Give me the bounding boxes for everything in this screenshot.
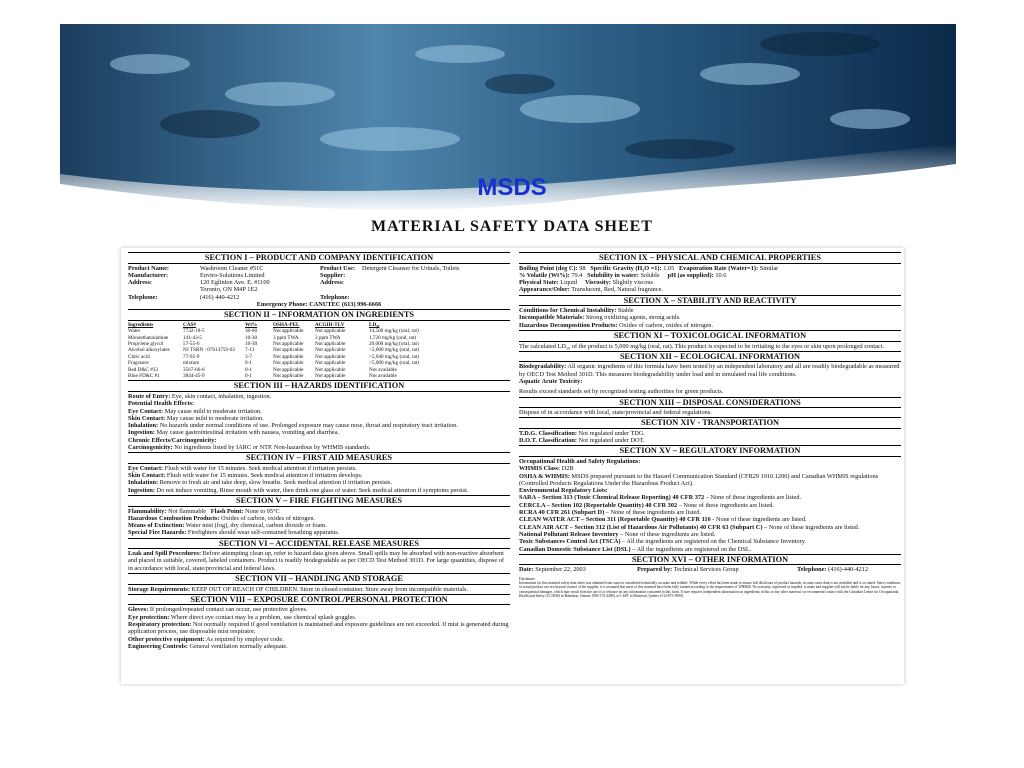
combustion-products: Hazardous Combustion Products: Oxides of carbon, oxides of nitrogen.: [128, 514, 316, 522]
section-2-heading: SECTION II – INFORMATION ON INGREDIENTS: [128, 309, 510, 321]
aquatic-toxicity: Aquatic Acute Toxicity:: [519, 377, 583, 385]
gloves: Gloves: If prolonged/repeated contact can occur, use protective gloves.: [128, 606, 308, 614]
label: Telephone:: [128, 293, 158, 301]
table-cell: Blue FD&C #1: [128, 373, 160, 380]
product-use-value: Detergent Cleanser for Urinals, Toilets: [362, 264, 460, 272]
inhalation: Inhalation: No hazards under normal conditions of use. Prolonged exposure may cause nose, throat and respiratory tract irritation.: [128, 422, 458, 430]
table-cell: 3567-66-6: [183, 366, 205, 373]
table-cell: Not applicable: [315, 373, 346, 380]
table-cell: 3 ppm TWA: [273, 334, 299, 341]
table-cell: mixture: [183, 360, 200, 367]
table-cell: Fragrance: [128, 360, 149, 367]
table-cell: >2,000 mg/kg (oral, rat): [369, 347, 420, 354]
address2-value: Toronto, ON M4P 1E2: [200, 286, 258, 294]
table-cell: Not available: [369, 366, 397, 373]
occupational-regs: Occupational Health and Safety Regulations:: [519, 457, 641, 465]
label: Supplier:: [320, 271, 346, 279]
section-14-heading: SECTION XIV - TRANSPORTATION: [519, 417, 901, 429]
address2-row: [128, 286, 510, 293]
table-cell: 10-30: [245, 334, 258, 341]
table-cell: 1,720 mg/kg (oral, rat): [369, 334, 417, 341]
label: Address:: [320, 279, 345, 287]
table-cell: 3 ppm TWA: [315, 334, 341, 341]
section-11-heading: SECTION XI – TOXICOLOGICAL INFORMATION: [519, 330, 901, 342]
table-cell: 3844-45-9: [183, 373, 205, 380]
properties-row-2: % Volatile (Wt%): 79.4 Solubility in water: Soluble pH (as supplied): 10.6: [519, 271, 727, 279]
table-cell: 10-30: [245, 341, 258, 347]
table-cell: 0-1: [245, 373, 252, 380]
table-cell: Alcohol alkoxylates: [128, 347, 170, 354]
address-value: 120 Eglinton Ave. E. #1100: [200, 279, 270, 287]
storage-requirements: Storage Requirements: KEEP OUT OF REACH OF CHILDREN. Store in closed container. Store away from incompatible materials.: [128, 585, 469, 593]
table-cell: 3-7: [245, 353, 252, 360]
table-cell: Not available: [369, 373, 397, 380]
toxicological-text: The calculated LD₅₀ of the product is 5,000 mg/kg (oral, rat). This product is expected to be irritating to the eyes or skin upon prolonged contact.: [519, 342, 885, 350]
label: Telephone:: [320, 293, 350, 301]
column-header: OSHA-PEL: [273, 321, 300, 328]
skin-contact: Skin Contact: May cause mild to moderate irritation.: [128, 414, 264, 422]
clean-water-act: CLEAN WATER ACT – Section 311 (Reportable Quantity) 40 CFR 116 - None of these ingredients are listed.: [519, 516, 807, 524]
column-header: Wt%: [245, 321, 258, 328]
disposal-text: Dispose of in accordance with local, state/provincial and federal regulations.: [519, 409, 712, 417]
table-cell: Water: [128, 328, 141, 335]
section-7-heading: SECTION VII – HANDLING AND STORAGE: [128, 573, 510, 585]
product-name-row: [128, 265, 510, 272]
section-8-heading: SECTION VIII – EXPOSURE CONTROL/PERSONAL PROTECTION: [128, 594, 510, 606]
column-header: LD₅₀: [369, 321, 380, 328]
table-cell: 7-13: [245, 347, 255, 354]
table-cell: Not applicable: [273, 366, 304, 373]
table-cell: Not applicable: [273, 328, 304, 335]
table-cell: >5,040 mg/kg (oral, rat): [369, 353, 420, 360]
table-cell: NJ TSRN : 07613759-02: [183, 347, 235, 354]
table-cell: Citric acid: [128, 353, 150, 360]
table-cell: >5,000 mg/kg (oral, rat): [369, 360, 420, 367]
first-aid-inhalation: Inhalation: Remove to fresh air and take deep, slow breaths. Seek medical attention if irritation persists.: [128, 479, 393, 487]
first-aid-eye: Eye Contact: Flush with water for 15 minutes. Seek medical attention if irritation persists.: [128, 464, 357, 472]
left-column: [128, 251, 510, 650]
table-cell: 20,000 mg/kg (oral, rat): [369, 341, 419, 347]
other-protective: Other protective equipment: As required by employer code.: [128, 635, 284, 643]
whmis-class: WHMIS Class: D2B: [519, 465, 574, 473]
tdg-classification: T.D.G. Classification: Not regulated under TDG.: [519, 429, 645, 437]
table-cell: 30-60: [245, 328, 258, 335]
special-fire-hazards: Special Fire Hazards: Firefighters should wear self-contained breathing apparatus.: [128, 529, 340, 537]
right-column: [519, 251, 901, 599]
carcinogenicity: Carcinogenicity: No ingredients listed by IARC or NTP. Non-hazardous by WHMIS standards.: [128, 444, 371, 452]
manufacturer-row: [128, 272, 510, 279]
route-of-entry: Route of Entry: Eye, skin contact, inhalation, ingestion.: [128, 392, 272, 400]
label: Product Use:: [320, 264, 356, 272]
eye-protection: Eye protection: Where direct eye contact may be a problem, use chemical splash goggles.: [128, 613, 357, 621]
table-cell: Monoethanolamine: [128, 334, 169, 341]
label: Address:: [128, 279, 153, 287]
incompatible-materials: Incompatible Materials: Strong oxidizing agents, strong acids.: [519, 314, 681, 322]
clean-air-act: CLEAN AIR ACT – Section 312 (List of Hazardous Air Pollutants) 40 CFR 63 (Subpart C) – None of these ingredients are listed.: [519, 523, 860, 531]
section-6-heading: SECTION VI – ACCIDENTAL RELEASE MEASURES: [128, 538, 510, 550]
table-cell: Not applicable: [315, 353, 346, 360]
label: Manufacturer:: [128, 271, 169, 279]
address-row: [128, 279, 510, 286]
telephone-value: (416) 440-4212: [200, 293, 240, 301]
section-1-heading: SECTION I – PRODUCT AND COMPANY IDENTIFICATION: [128, 252, 510, 264]
msds-sheet: [121, 248, 904, 684]
table-cell: Red D&C #33: [128, 366, 158, 373]
table-cell: Not applicable: [273, 373, 304, 380]
tsca: Toxic Substances Control Act (TSCA) – All the ingredients are registered on the Chemical Substance Inventory.: [519, 538, 807, 546]
table-cell: Not applicable: [315, 328, 346, 335]
appearance-odor: Appearance/Odor: Translucent, Red, Natural fragrance.: [519, 286, 663, 294]
column-header: Ingredients: [128, 321, 154, 328]
table-cell: 77-92-9: [183, 353, 200, 360]
table-cell: Not applicable: [273, 360, 304, 367]
flammability: Flammability: Not flammable Flash Point: None to 95°C: [128, 507, 280, 515]
table-cell: Not applicable: [315, 360, 346, 367]
osha-whmis: OSHA & WHMIS: MSDS prepared pursuant to the Hazard Communication Standard (CFR29 1910.1200) and Canadian WHMIS regulations (Controlled Products Regulations Under the Hazardous Product Act).: [519, 472, 879, 487]
telephone-row: [128, 294, 510, 301]
table-cell: Propylene glycol: [128, 341, 164, 347]
table-cell: 7732-18-5: [183, 328, 205, 335]
respiratory-protection: Respiratory protection: Not normally required if good ventilation is maintained and exposure guidelines are not exceeded. If mist is generated during application process, use disposable mist respirator.: [128, 620, 509, 636]
section-10-heading: SECTION X – STABILITY AND REACTIVITY: [519, 295, 901, 307]
cercla: CERCLA – Section 102 (Reportable Quantity) 40 CFR 302 – None of these ingredients are listed.: [519, 501, 775, 509]
npri: National Pollutant Release Inventory – None of these ingredients are listed.: [519, 530, 716, 538]
section-5-heading: SECTION V – FIRE FIGHTING MEASURES: [128, 495, 510, 507]
first-aid-skin: Skin Contact: Flush with water for 15 minutes. Seek medical attention if irritation develops.: [128, 472, 363, 480]
properties-row-3: Physical State: Liquid Viscosity: Slightly viscous: [519, 279, 653, 287]
table-cell: 141-43-5: [183, 334, 203, 341]
table-cell: Not applicable: [273, 353, 304, 360]
emergency-phone: Emergency Phone: CANUTEC (613) 996-6666: [256, 300, 382, 308]
environmental-lists: Environmental Regulatory Lists:: [519, 487, 608, 495]
table-cell: Not applicable: [315, 341, 346, 347]
ingredients-row: [128, 373, 510, 379]
ingredients-table: [128, 322, 510, 380]
section-4-heading: SECTION IV – FIRST AID MEASURES: [128, 452, 510, 464]
label: Product Name:: [128, 264, 169, 272]
table-cell: Not applicable: [315, 347, 346, 354]
leak-spill: Leak and Spill Procedures: Before attempting clean up, refer to hazard data given above. Small spills may be absorbed with non-reactive absorbent and placed in suitable, covered, labeled containers. Product is readily biodegradable as per OECD Test Method 301D. For large quantities, dispose of in accordance with local, state/provincial and federal laws.: [128, 550, 504, 572]
section-12-heading: SECTION XII – ECOLOGICAL INFORMATION: [519, 351, 901, 363]
potential-health-effects: Potential Health Effects:: [128, 400, 195, 408]
engineering-controls: Engineering Controls: General ventilation normally adequate.: [128, 642, 288, 650]
table-cell: Not applicable: [273, 347, 304, 354]
document-title: MATERIAL SAFETY DATA SHEET: [371, 218, 653, 235]
biodegradability: Biodegradability: All organic ingredients of this formula have been tested by an independent laboratory and all are readily biodegradable as measured by OECD Test Method 301D. This measures biodegradability under load and in simulated real life conditions.: [519, 363, 900, 378]
table-cell: 57-55-6: [183, 341, 200, 347]
sara: SARA – Section 313 (Toxic Chemical Release Reporting) 40 CFR 372 – None of these ingredients are listed.: [519, 494, 802, 502]
column-header: ACGIH-TLV: [315, 321, 345, 328]
section-9-heading: SECTION IX – PHYSICAL AND CHEMICAL PROPERTIES: [519, 252, 901, 264]
table-cell: Not applicable: [273, 341, 304, 347]
column-header: CAS#: [183, 321, 196, 328]
means-of-extinction: Means of Extinction: Water mist (fog), dry chemical, carbon dioxide or foam.: [128, 522, 327, 530]
section-3-heading: SECTION III – HAZARDS IDENTIFICATION: [128, 380, 510, 392]
disclaimer-text: Information for this material safety data sheet was obtained from sources considered technically accurate and reliable. While every effort has been made to ensure full disclosure of product hazards, in some cases data is not available and is so stated. Since conditions of actual product use are beyond control of the supplier, it is assumed that users of this material have been fully trained according to the requirements of WHMIS. No warranty, expressed or implied, is made and supplier will not be liable for any losses, injuries or consequential damages, which may result from the use of or reliance on any information contained in this form. If user requires independent information on ingredients in this or any other material, we recommend contact with the Canadian Centre for Occupational Health and Safety (CCOHS) in Hamilton, Ontario (905-572-4400), or CSST in Montreal, Quebec (514-873-3990).: [519, 581, 901, 599]
table-cell: 0-1: [245, 360, 252, 367]
dsl: Canadian Domestic Substance List (DSL) – All the ingredients are registered on the DSL.: [519, 545, 752, 553]
disclaimer-label: Disclaimer: [519, 576, 535, 581]
product-name-value: Washroom Cleaner #51C: [200, 264, 264, 272]
rcra: RCRA 40 CFR 261 (Subpart D) – None of these ingredients are listed.: [519, 509, 702, 517]
table-cell: 0-1: [245, 366, 252, 373]
table-cell: 14,500 mg/kg (oral, rat): [369, 328, 419, 335]
ingestion: Ingestion: May cause gastrointestinal irritation with nausea, vomiting and diarrhea.: [128, 429, 340, 437]
decomposition-products: Hazardous Decomposition Products: Oxides of carbon, oxides of nitrogen.: [519, 321, 714, 329]
eye-contact: Eye Contact: May cause mild to moderate irritation.: [128, 407, 262, 415]
section-16-heading: SECTION XVI – OTHER INFORMATION: [519, 554, 901, 566]
section-15-heading: SECTION XV – REGULATORY INFORMATION: [519, 445, 901, 457]
slide-title: MSDS: [477, 174, 547, 201]
other-info-row: Date: September 22, 2003 Prepared by: Technical Services Group Telephone: (416)-440-4212: [519, 566, 868, 574]
properties-row-1: Boiling Point (deg C): 98 Specific Gravity (H₂O =1): 1.05 Evaporation Rate (Water=1): Similar: [519, 264, 779, 272]
manufacturer-value: Enviro-Solutions Limited: [200, 271, 265, 279]
section-13-heading: SECTION XIII – DISPOSAL CONSIDERATIONS: [519, 397, 901, 409]
chronic-effects: Chronic Effects/Carcinogenicity:: [128, 436, 217, 444]
first-aid-ingestion: Ingestion: Do not induce vomiting. Rinse mouth with water, then drink one glass of water. Seek medical attention if symptoms persist.: [128, 486, 469, 494]
chemical-instability: Conditions for Chemical Instability: Stable: [519, 307, 634, 315]
dot-classification: D.O.T. Classification: Not regulated under DOT.: [519, 437, 645, 445]
table-cell: Not applicable: [315, 366, 346, 373]
ecological-results: Results exceed standards set by recognized testing authorities for green products.: [519, 388, 724, 396]
